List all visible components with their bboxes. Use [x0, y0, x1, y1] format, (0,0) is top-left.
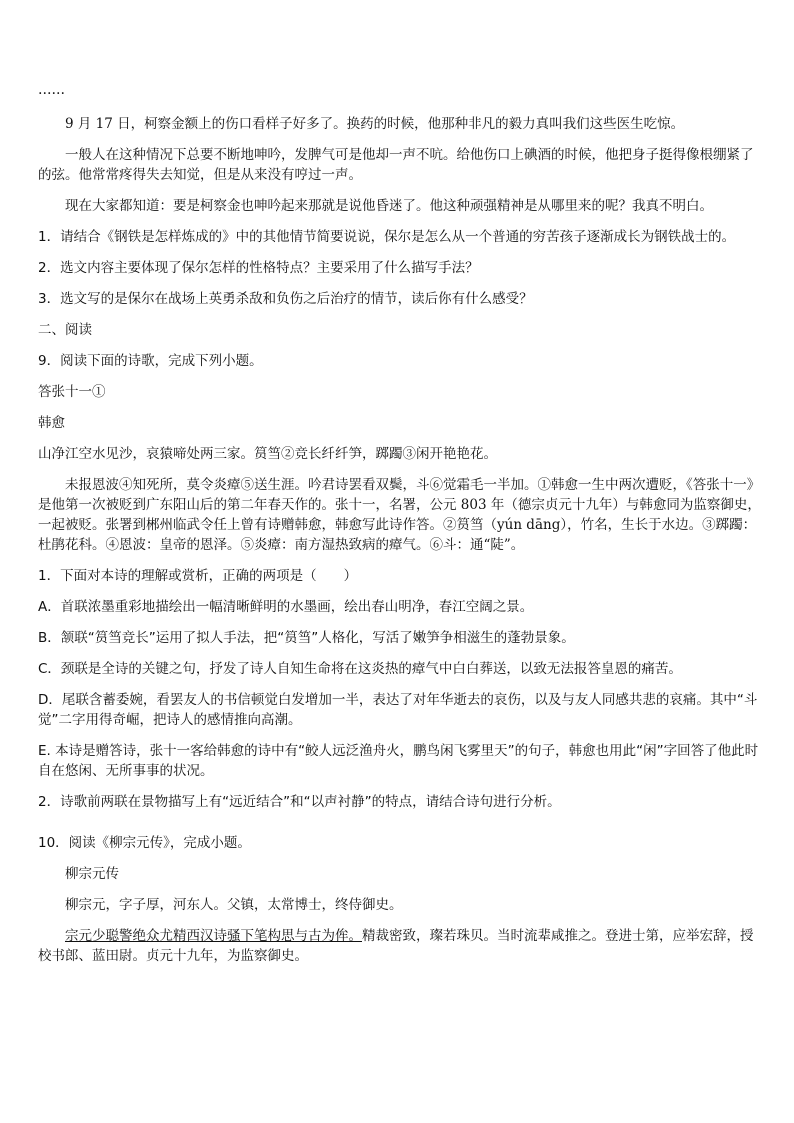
question-3: 3．选文写的是保尔在战场上英勇杀敌和负伤之后治疗的情节，读后你有什么感受？ [38, 291, 533, 307]
article-title: 柳宗元传 [65, 866, 119, 882]
article-paragraph-2-rest: 精裁密致，璨若珠贝。当时流辈咸推之。登进士第，应举宏辞，授校书郎、蓝田尉。贞元十九年，为监察御史。 [38, 928, 754, 964]
underlined-sentence: 宗元少聪警绝众尤精西汉诗骚下笔构思与古为侔。 [65, 928, 362, 944]
q10-intro: 10．阅读《柳宗元传》，完成小题。 [38, 835, 251, 851]
option-b: B．颔联“筼筜竞长”运用了拟人手法，把“筼筜”人格化，写活了嫩笋争相滋生的蓬勃景象。 [38, 630, 575, 646]
poem-notes: 未报恩波④知死所，莫令炎瘴⑤送生涯。吟君诗罢看双鬓，斗⑥觉霜毛一半加。①韩愈一生中两次遭贬，《答张十一》是他第一次被贬到广东阳山后的第二年春天作的。张十一，名署，公元 803 年（德宗贞元十九年）与韩愈同为监察御史，一起被贬。张署到郴州临武令任上曾有诗赠韩愈，韩愈写此诗作答。②筼筜（yún dāng），竹名，生长于水边。③踯躅：杜鹃花科。④恩波：皇帝的恩泽。⑤炎瘴：南方湿热致病的瘴气。⑥斗：通“陡”。 [38, 477, 761, 553]
question-1: 1．请结合《钢铁是怎样炼成的》中的其他情节简要说说，保尔是怎么从一个普通的穷苦孩子逐渐成长为钢铁战士的。 [38, 229, 736, 245]
section-title: 二、阅读 [38, 322, 92, 338]
article-paragraph-1: 柳宗元，字子厚，河东人。父镇，太常博士，终侍御史。 [65, 897, 403, 913]
article-paragraph-2 [38, 926, 763, 966]
passage-paragraph-1: 9 月 17 日，柯察金额上的伤口看样子好多了。换药的时候，他那种非凡的毅力真叫我们这些医生吃惊。 [65, 116, 685, 132]
passage-paragraph-3: 现在大家都知道：要是柯察金也呻吟起来那就是说他昏迷了。他这种顽强精神是从哪里来的呢？我真不明白。 [65, 198, 713, 214]
option-a: A．首联浓墨重彩地描绘出一幅清晰鲜明的水墨画，绘出春山明净，春江空阔之景。 [38, 599, 534, 615]
q9-sub-1: 1．下面对本诗的理解或赏析，正确的两项是（ ） [38, 568, 358, 584]
q9-intro: 9．阅读下面的诗歌，完成下列小题。 [38, 353, 263, 369]
spacer [38, 823, 763, 833]
option-d: D．尾联含蓄委婉，看罢友人的书信顿觉白发增加一半，表达了对年华逝去的哀伤，以及与友人同感共悲的哀痛。其中“斗觉”二字用得奇崛，把诗人的感情推向高潮。 [38, 692, 758, 728]
passage-paragraph-2: 一般人在这种情况下总要不断地呻吟，发脾气可是他却一声不吭。给他伤口上碘酒的时候，他把身子挺得像根绷紧了的弦。他常常疼得失去知觉，但是从来没有哼过一声。 [38, 147, 754, 183]
ellipsis: …… [38, 82, 65, 98]
q9-sub-2: 2．诗歌前两联在景物描写上有“远近结合”和“以声衬静”的特点，请结合诗句进行分析。 [38, 794, 561, 810]
option-c: C．颈联是全诗的关键之句，抒发了诗人自知生命将在这炎热的瘴气中白白葬送，以致无法报答皇恩的痛苦。 [38, 661, 682, 677]
poem-title: 答张十一① [38, 384, 106, 400]
option-e: E. 本诗是赠答诗，张十一客给韩愈的诗中有“鲛人远泛渔舟火，鹏鸟闲飞雾里天”的句子，韩愈也用此“闲”字回答了他此时自在悠闲、无所事事的状况。 [38, 743, 759, 779]
poem-line-1: 山净江空水见沙，哀猿啼处两三家。筼筜②竞长纤纤笋，踯躅③闲开艳艳花。 [38, 446, 497, 462]
question-2: 2．选文内容主要体现了保尔怎样的性格特点？主要采用了什么描写手法？ [38, 260, 479, 276]
poem-author: 韩愈 [38, 415, 65, 431]
document-page [38, 80, 763, 977]
